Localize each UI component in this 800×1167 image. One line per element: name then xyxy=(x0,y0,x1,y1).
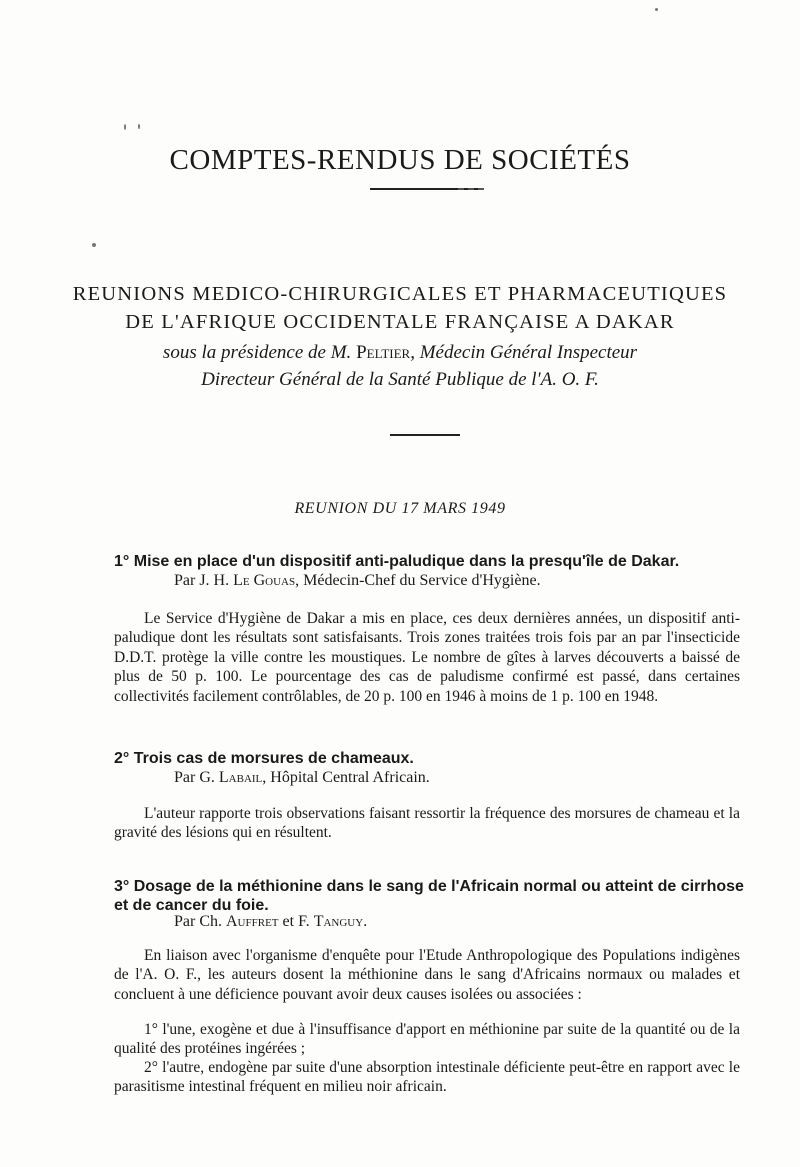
presidence-name: Peltier xyxy=(356,342,411,363)
author-conjunction: et F. xyxy=(278,913,314,930)
scan-speck xyxy=(92,243,96,247)
section-list-item-2: 2° l'autre, endogène par suite d'une absorption intestinale déficiente peut-être en rapport avec le parasitisme intestinal fréquent en milieu noir africain. xyxy=(114,1059,740,1096)
subtitle-line-2: DE L'AFRIQUE OCCIDENTALE FRANÇAISE A DAKAR xyxy=(125,311,675,333)
section-author-1 xyxy=(174,572,541,590)
section-author-2 xyxy=(174,769,430,787)
subtitle-line-1: REUNIONS MEDICO-CHIRURGICALES ET PHARMACEUTIQUES xyxy=(72,283,728,305)
section-paragraph-3: En liaison avec l'organisme d'enquête pour l'Etude Anthropologique des Populations indigènes de l'A. O. F., les auteurs dosent la méthionine dans le sang d'Africains normaux ou malades et concluent à une déficience pouvant avoir deux causes isolées ou associées : xyxy=(114,947,740,1003)
scan-speck xyxy=(138,124,140,129)
presidence-prefix: sous la présidence de M. xyxy=(162,342,352,363)
author-name: Auffret xyxy=(226,913,279,930)
meeting-date: REUNION DU 17 MARS 1949 xyxy=(294,500,506,517)
section-paragraph-2: L'auteur rapporte trois observations faisant ressortir la fréquence des morsures de chameau et la gravité des lésions qui en résultent. xyxy=(114,805,740,842)
presidence-line-2: Directeur Général de la Santé Publique de l'A. O. F. xyxy=(201,369,599,390)
section-heading-1: 1° Mise en place d'un dispositif anti-paludique dans la presqu'île de Dakar. xyxy=(114,553,680,570)
author-prefix: Par J. H. xyxy=(174,572,230,589)
section-list-item-1: 1° l'une, exogène et due à l'insuffisance d'apport en méthionine par suite de la quantité ou de la qualité des protéines ingérées ; xyxy=(114,1021,740,1058)
section-heading-3: 3° Dosage de la méthionine dans le sang de l'Africain normal ou atteint de cirrhose et de cancer du foie. xyxy=(114,878,744,914)
title-rule-dashes xyxy=(458,188,484,190)
author-suffix: , Médecin-Chef du Service d'Hygiène. xyxy=(295,572,541,589)
presidence-suffix: , Médecin Général Inspecteur xyxy=(410,342,638,363)
author-name: Labail xyxy=(218,769,263,786)
page-title: COMPTES-RENDUS DE SOCIÉTÉS xyxy=(169,144,631,176)
presidence-line-1 xyxy=(0,342,800,364)
section-rule xyxy=(390,434,460,436)
author-name-2: Tanguy xyxy=(313,913,364,930)
scan-speck xyxy=(655,8,658,11)
section-heading-2: 2° Trois cas de morsures de chameaux. xyxy=(114,750,414,767)
author-suffix: . xyxy=(363,913,368,930)
author-suffix: , Hôpital Central Africain. xyxy=(262,769,430,786)
scan-speck xyxy=(124,124,126,130)
section-paragraph-1: Le Service d'Hygiène de Dakar a mis en place, ces deux dernières années, un dispositif anti-paludique dont les résultats sont satisfaisants. Trois zones traitées trois fois par an par l'insecticide D.D.T. protège la ville contre les moustiques. Le nombre de gîtes à larves découverts a baissé de plus de 50 p. 100. Le pourcentage des cas de paludisme confirmé est passé, dans certaines collectivités facilement contrôlables, de 20 p. 100 en 1946 à moins de 1 p. 100 en 1948. xyxy=(114,610,740,705)
author-prefix: Par Ch. xyxy=(174,913,222,930)
section-author-3 xyxy=(174,913,367,931)
author-name: Le Gouas xyxy=(233,572,296,589)
author-prefix: Par G. xyxy=(174,769,215,786)
